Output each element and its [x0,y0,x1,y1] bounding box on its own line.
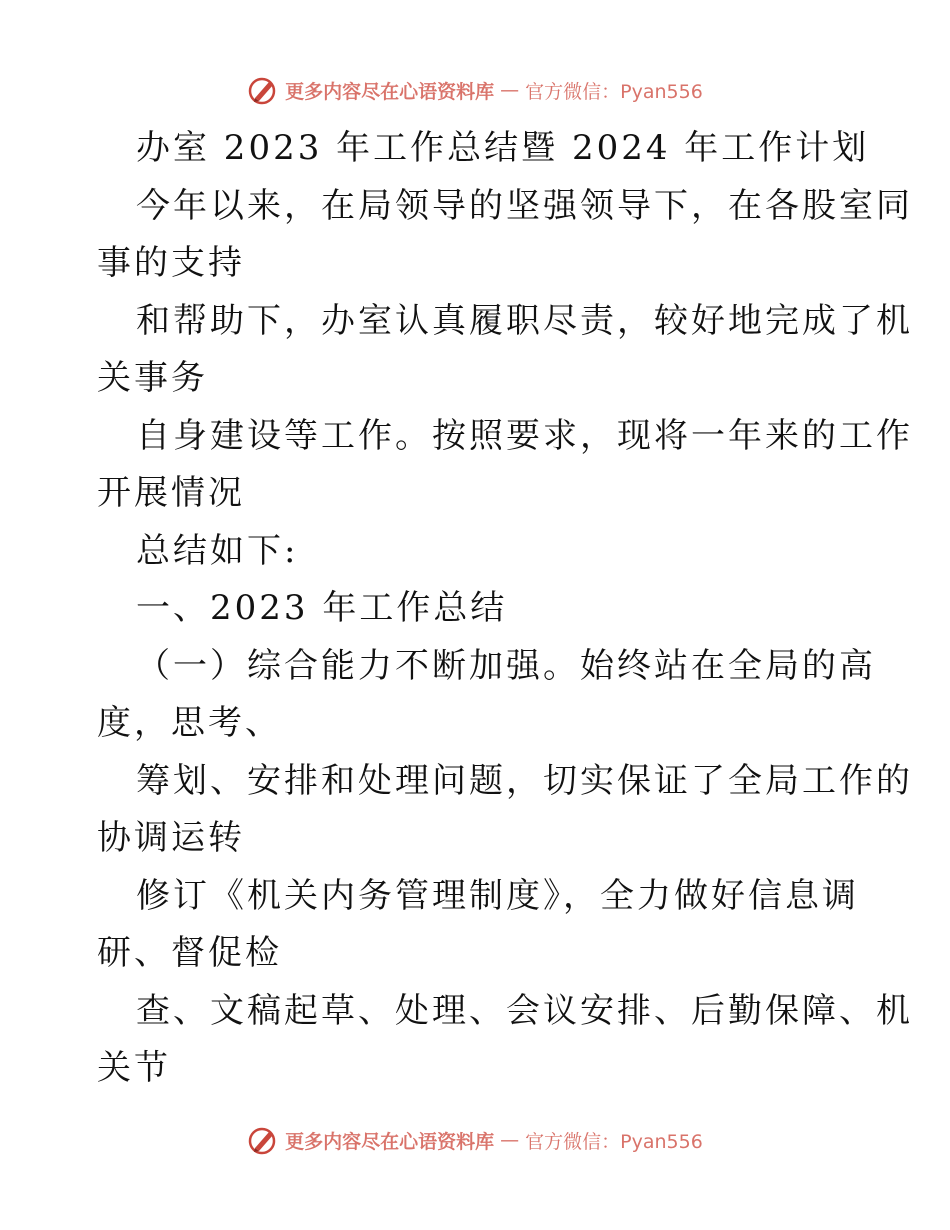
text-line: （一）综合能力不断加强。始终站在全局的高 [136,645,876,686]
watermark-text: 更多内容尽在心语资料库 [285,1130,495,1153]
watermark-contact: 官方微信：Pyan556 [525,80,703,103]
text-line: 一、2023 年工作总结 [136,588,508,628]
text-line: 自身建设等工作。按照要求，现将一年来的工作 [136,415,913,456]
watermark-header [0,70,950,110]
watermark-separator: — [500,79,520,101]
text-line: 度，思考、 [97,703,282,743]
text-line: 和帮助下，办室认真履职尽责，较好地完成了机 [136,300,913,341]
text-line: 协调运转 [97,818,245,858]
text-line: 关事务 [97,358,208,398]
watermark-separator: — [500,1129,520,1151]
text-line: 研、督促检 [97,933,282,973]
text-line: 事的支持 [97,243,245,283]
text-line: 查、文稿起草、处理、会议安排、后勤保障、机 [136,990,913,1031]
text-line: 修订《机关内务管理制度》，全力做好信息调 [136,875,859,916]
text-line: 总结如下: [136,530,299,571]
pen-logo-icon [247,1124,279,1156]
text-line: 关节 [97,1048,171,1088]
document-title: 办室 2023 年工作总结暨 2024 年工作计划 [136,128,870,168]
text-line: 今年以来，在局领导的坚强领导下，在各股室同 [136,185,913,226]
text-line: 筹划、安排和处理问题，切实保证了全局工作的 [136,760,913,801]
document-body [97,120,913,1098]
watermark-text: 更多内容尽在心语资料库 [285,80,495,103]
text-line: 开展情况 [97,473,245,513]
pen-logo-icon [247,74,279,106]
watermark-footer [0,1120,950,1160]
watermark-contact: 官方微信：Pyan556 [525,1130,703,1153]
